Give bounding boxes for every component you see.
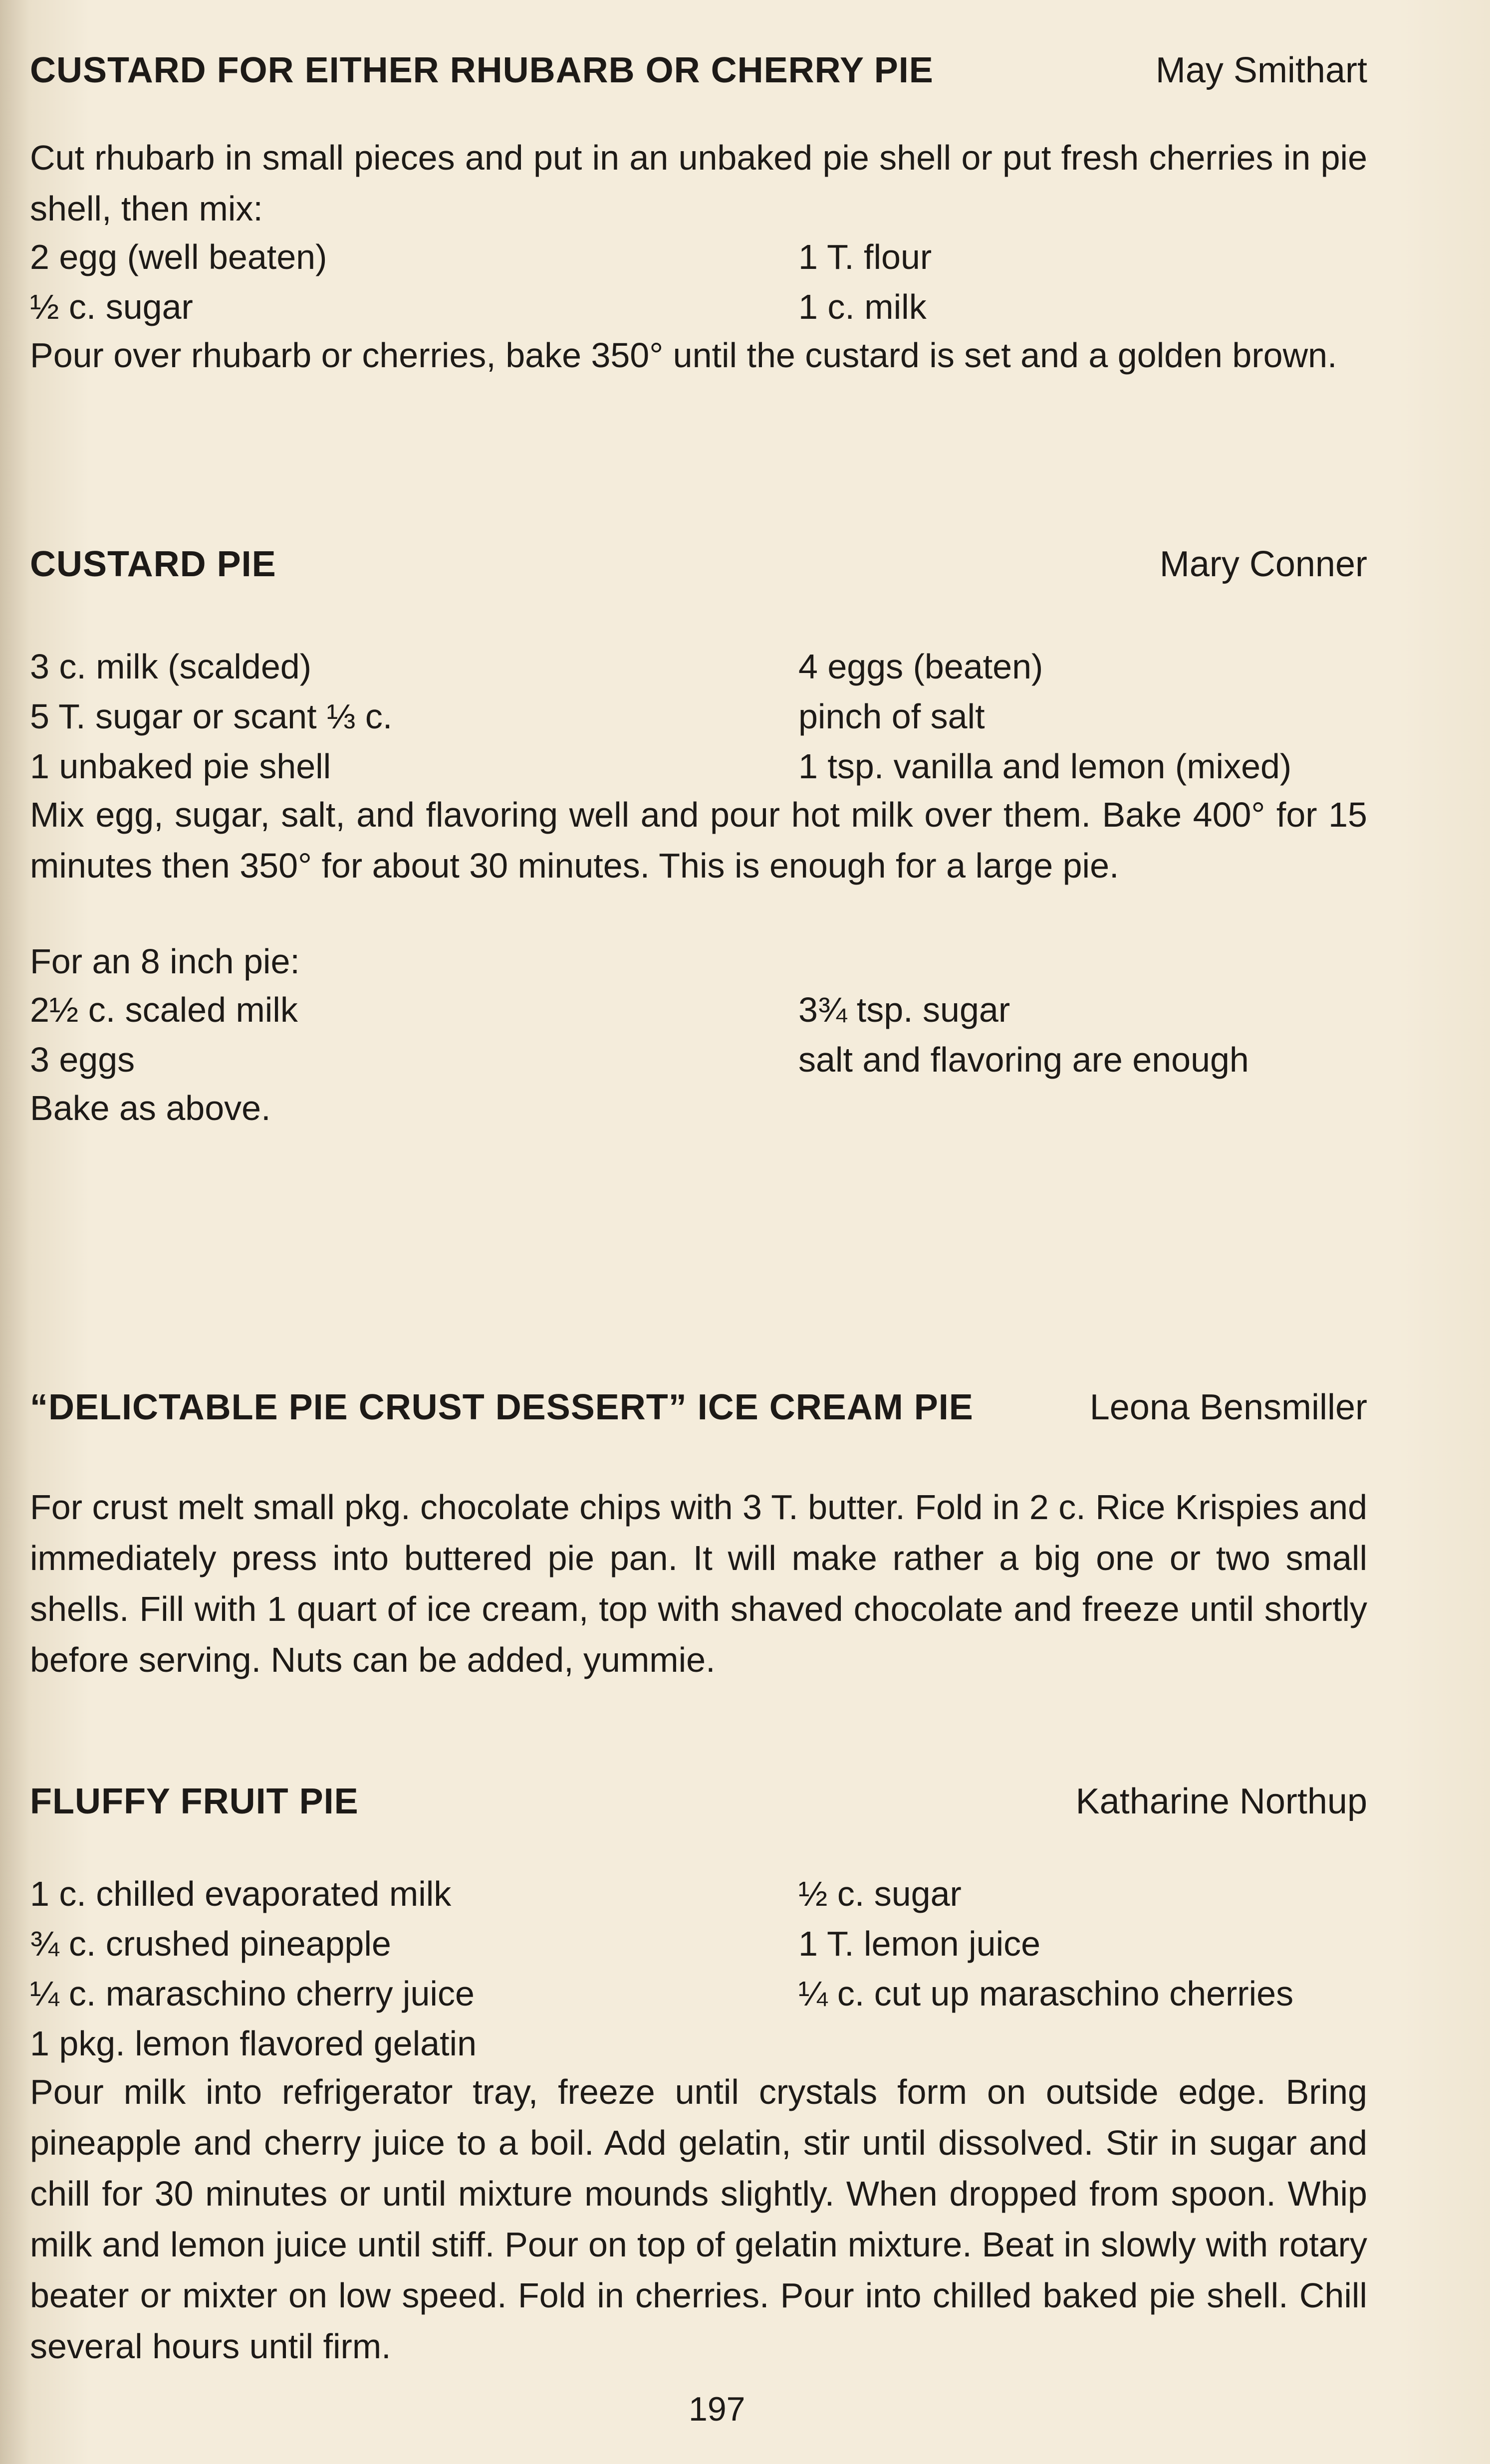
recipe-header [30,50,1367,105]
ingredient-list [30,1871,1367,2066]
ingredient: ½ c. sugar [30,287,193,326]
ingredient [798,2020,1367,2066]
recipe-header [30,1781,1367,1836]
ingredient: ½ c. sugar [798,1874,962,1913]
recipe-directions: Mix egg, sugar, salt, and flavoring well and pour hot milk over them. Bake 400° for 15 minutes then 350° for about 30 minutes. This is enough for a large pie. [30,795,1367,885]
ingredient: 1 tsp. vanilla and lemon (mixed) [798,747,1292,786]
ingredient-list [30,644,1367,789]
recipe-author: Mary Conner [1159,544,1367,584]
ingredient-list [30,234,1367,330]
ingredient: 3 c. milk (scalded) [30,647,312,686]
recipe-title: CUSTARD FOR EITHER RHUBARB OR CHERRY PIE [30,50,934,90]
ingredient: 1 c. chilled evaporated milk [30,1874,452,1913]
recipe-header [30,544,1367,599]
ingredient: 1 T. lemon juice [798,1924,1041,1963]
recipe-intro: Cut rhubarb in small pieces and put in an unbaked pie shell or put fresh cherries in pie shell, then mix: [30,138,1367,228]
recipe-title: CUSTARD PIE [30,544,276,584]
ingredient: 1 pkg. lemon flavored gelatin [30,2024,477,2063]
ingredient: 1 c. milk [798,287,927,326]
ingredient: 1 T. flour [798,237,932,276]
ingredient: 3 eggs [30,1040,135,1079]
variant-ingredient-list [30,987,1367,1083]
recipe-fluffy-fruit-pie [30,1781,1367,2372]
ingredient: ¾ c. crushed pineapple [30,1924,391,1963]
ingredient: 3¾ tsp. sugar [798,990,1010,1029]
page-number: 197 [689,2390,745,2428]
recipe-directions: Pour over rhubarb or cherries, bake 350° until the custard is set and a golden brown. [30,336,1337,375]
recipe-header [30,1387,1367,1442]
ingredient: 2½ c. scaled milk [30,990,298,1029]
ingredient: 1 unbaked pie shell [30,747,331,786]
variant-note: Bake as above. [30,1089,271,1127]
ingredient: 2 egg (well beaten) [30,237,327,276]
ingredient: 5 T. sugar or scant ⅓ c. [30,697,393,736]
ingredient: salt and flavoring are enough [798,1040,1249,1079]
recipe-custard-rhubarb-cherry [30,50,1367,381]
recipe-title: FLUFFY FRUIT PIE [30,1782,359,1821]
recipe-author: Katharine Northup [1075,1782,1367,1821]
recipe-directions: For crust melt small pkg. chocolate chips with 3 T. butter. Fold in 2 c. Rice Krispies and immediately press into buttered pie pan. It will make rather a big one or two small shells. Fill with 1 quart of ice cream, top with shaved chocolate and freeze until shortly before serving. Nuts can be added, yummie. [30,1488,1367,1679]
ingredient: ¼ c. maraschino cherry juice [30,1974,475,2013]
variant-heading: For an 8 inch pie: [30,942,300,981]
recipe-title: “DELICTABLE PIE CRUST DESSERT” ICE CREAM PIE [30,1387,974,1427]
ingredient: ¼ c. cut up maraschino cherries [798,1974,1294,2013]
ingredient: 4 eggs (beaten) [798,647,1043,686]
recipe-directions: Pour milk into refrigerator tray, freeze until crystals form on outside edge. Bring pineapple and cherry juice to a boil. Add gelatin, stir until dissolved. Stir in sugar and chill for 30 minutes or until mixture mounds slightly. When dropped from spoon. Whip milk and lemon juice until stiff. Pour on top of gelatin mixture. Beat in slowly with rotary beater or mixter on low speed. Fold in cherries. Pour into chilled baked pie shell. Chill several hours until firm. [30,2072,1367,2366]
recipe-author: May Smithart [1155,50,1367,90]
recipe-author: Leona Bensmiller [1089,1387,1367,1427]
ingredient: pinch of salt [798,697,985,736]
recipe-ice-cream-pie [30,1387,1367,1685]
recipe-custard-pie [30,544,1367,1133]
